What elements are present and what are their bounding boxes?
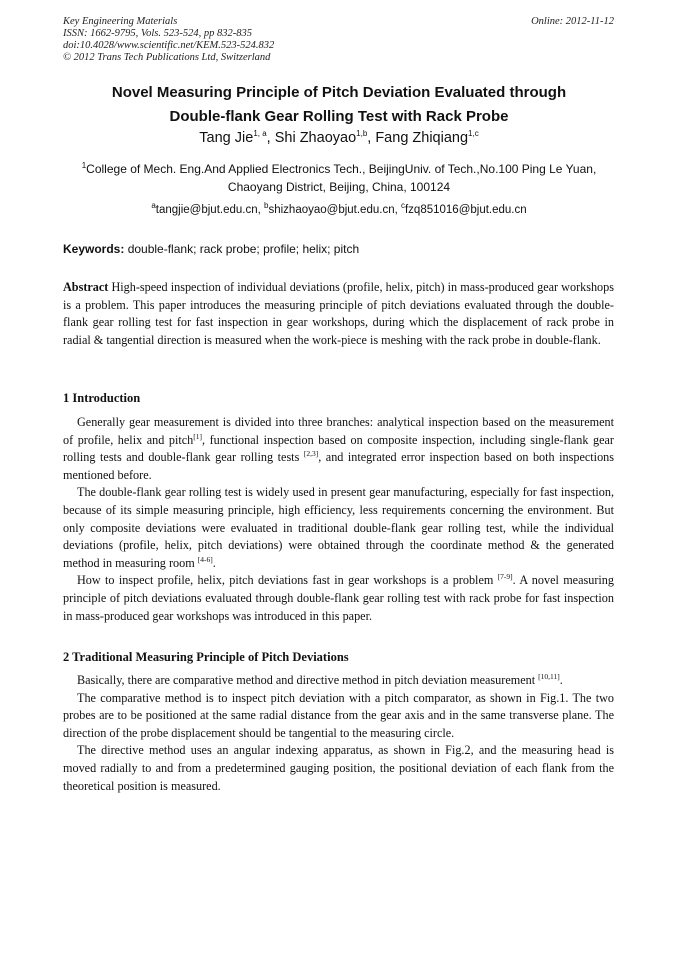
doi-line: doi:10.4028/www.scientific.net/KEM.523-524.832 xyxy=(63,40,275,51)
citation[interactable]: [10,11] xyxy=(538,671,560,681)
author-sup: 1, a xyxy=(253,129,267,139)
section-heading-introduction: 1 Introduction xyxy=(63,391,141,405)
affiliation xyxy=(62,160,616,196)
text-run: The double-flank gear rolling test is widely used in present gear manufacturing, especially for fast inspection, because of its simple measuring principle, high efficiency, less requirements concerning the environment. But only composite deviations were evaluated in traditional double-flank gear rolling test, while the individual deviations (profile, helix, pitch deviations) were obtained through the coordinate method & the generated method in measuring room xyxy=(63,485,614,570)
abstract-label: Abstract xyxy=(63,280,109,294)
paper-title-line-1: Novel Measuring Principle of Pitch Deviation Evaluated through xyxy=(111,84,567,101)
journal-header xyxy=(63,16,274,64)
email-sup: a xyxy=(151,201,156,211)
introduction-body xyxy=(63,414,614,625)
affiliation-sup: 1 xyxy=(81,161,87,170)
text-run: . xyxy=(212,555,216,570)
email-link[interactable]: shizhaoyao@bjut.edu.cn, xyxy=(268,204,401,216)
paragraph xyxy=(63,484,614,572)
keywords-text: double-flank; rack probe; profile; helix; pitch xyxy=(124,242,360,256)
author-emails xyxy=(40,202,638,218)
email-link[interactable]: tangjie@bjut.edu.cn, xyxy=(155,204,265,216)
paper-title-line-2: Double-flank Gear Rolling Test with Rack Probe xyxy=(169,108,509,125)
author-separator: , xyxy=(367,130,376,146)
citation[interactable]: [7-9] xyxy=(497,572,513,582)
traditional-body xyxy=(63,672,614,795)
text-run: Basically, there are comparative method and directive method in pitch deviation measurement xyxy=(77,673,539,687)
paragraph xyxy=(63,414,614,484)
author-separator: , xyxy=(266,130,275,146)
author-name: Shi Zhaoyao xyxy=(274,130,357,146)
paragraph xyxy=(63,572,614,625)
text-run: , functional inspection based on composite inspection, including single-flank gear rolling tests and double-flank gear rolling tests xyxy=(63,432,614,465)
journal-name: Key Engineering Materials xyxy=(63,16,178,27)
text-run: . A novel measuring principle of pitch deviations evaluated through double-flank gear rolling test with rack probe for fast inspection in mass-produced gear workshops was introduced in this paper. xyxy=(63,573,614,623)
issn-line: ISSN: 1662-9795, Vols. 523-524, pp 832-835 xyxy=(63,28,252,39)
abstract xyxy=(63,279,614,349)
email-sup: c xyxy=(400,201,405,211)
text-run: Generally gear measurement is divided into three branches: analytical inspection based on the measurement of profile, helix and pitch xyxy=(63,415,614,447)
paragraph: The comparative method is to inspect pitch deviation with a pitch comparator, as shown in Fig.1. The two probes are to be positioned at the same radial distance from the gear axis and in the same transverse plane. The direction of the probe displacement should be tangential to the measuring circle. xyxy=(63,690,614,740)
author-sup: 1,b xyxy=(356,129,368,139)
email-sup: b xyxy=(264,201,269,211)
author-name: Fang Zhiqiang xyxy=(375,130,469,146)
author-list xyxy=(40,129,638,147)
paragraph xyxy=(63,672,614,690)
text-run: How to inspect profile, helix, pitch deviations fast in gear workshops is a problem xyxy=(77,573,498,588)
author-name: Tang Jie xyxy=(199,130,254,146)
copyright-line: © 2012 Trans Tech Publications Ltd, Switzerland xyxy=(63,52,271,63)
email-link[interactable]: fzq851016@bjut.edu.cn xyxy=(404,204,527,216)
online-date: Online: 2012-11-12 xyxy=(531,16,614,27)
text-run: . xyxy=(559,673,563,687)
citation[interactable]: [4-6] xyxy=(197,554,213,564)
affiliation-line-2: Chaoyang District, Beijing, China, 100124 xyxy=(227,180,451,194)
citation[interactable]: [1] xyxy=(193,431,203,441)
keywords xyxy=(63,241,614,257)
abstract-text: High-speed inspection of individual deviations (profile, helix, pitch) in mass-produced gear workshops is a problem. This paper introduces the measuring principle of pitch deviations evaluated through the double-flank gear rolling test for fast inspection in gear workshops, during which the displacement of rack probe in radial & tangential direction is measured when the work-piece is meshing with the rack probe in double-flank. xyxy=(63,280,614,347)
citation[interactable]: [2,3] xyxy=(303,449,319,459)
section-heading-traditional: 2 Traditional Measuring Principle of Pitch Deviations xyxy=(63,650,349,664)
affiliation-line-1: College of Mech. Eng.And Applied Electronics Tech., BeijingUniv. of Tech.,No.100 Ping Le Yuan, xyxy=(86,162,597,176)
keywords-label: Keywords: xyxy=(63,242,125,256)
paragraph: The directive method uses an angular indexing apparatus, as shown in Fig.2, and the measuring head is moved radially to and from a predetermined gauging position, the positional deviation of each flank from the theoretical position is measured. xyxy=(63,743,614,793)
author-sup: 1,c xyxy=(468,129,479,139)
text-run: , and integrated error inspection based on both inspections mentioned before. xyxy=(63,450,614,482)
